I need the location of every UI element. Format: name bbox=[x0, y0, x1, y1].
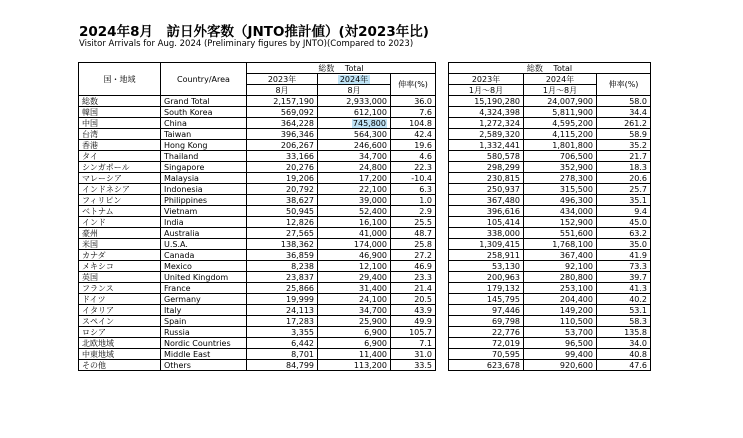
cell-cumulative-2023: 70,595 bbox=[449, 349, 524, 360]
cell-cumulative-2023: 298,299 bbox=[449, 162, 524, 173]
table-row bbox=[79, 140, 651, 151]
table-row bbox=[79, 305, 651, 316]
cell-aug-rate: 25.8 bbox=[391, 239, 436, 250]
cell-aug-2023: 38,627 bbox=[247, 195, 318, 206]
cell-cumulative-2024: 1,801,800 bbox=[524, 140, 597, 151]
table-row bbox=[79, 250, 651, 261]
cell-cumulative-rate: 34.4 bbox=[597, 107, 651, 118]
column-gap bbox=[436, 261, 449, 272]
cell-cumulative-2024: 204,400 bbox=[524, 294, 597, 305]
cell-aug-2023: 6,442 bbox=[247, 338, 318, 349]
cell-cumulative-rate: 45.0 bbox=[597, 217, 651, 228]
cell-aug-rate: 104.8 bbox=[391, 118, 436, 129]
header-total-aug: 総数 Total bbox=[247, 63, 436, 74]
cell-cumulative-2023: 53,130 bbox=[449, 261, 524, 272]
cell-region-jp: スペイン bbox=[79, 316, 161, 327]
column-gap bbox=[436, 173, 449, 184]
column-gap bbox=[436, 349, 449, 360]
cell-region-jp: ロシア bbox=[79, 327, 161, 338]
cell-aug-2023: 19,999 bbox=[247, 294, 318, 305]
cell-cumulative-2023: 623,678 bbox=[449, 360, 524, 371]
cell-region-jp: カナダ bbox=[79, 250, 161, 261]
cell-country-area: Australia bbox=[161, 228, 247, 239]
table-row bbox=[79, 151, 651, 162]
cell-cumulative-2023: 97,446 bbox=[449, 305, 524, 316]
cell-cumulative-rate: 135.8 bbox=[597, 327, 651, 338]
table-row bbox=[79, 294, 651, 305]
table-row bbox=[79, 206, 651, 217]
cell-region-jp: メキシコ bbox=[79, 261, 161, 272]
cell-country-area: China bbox=[161, 118, 247, 129]
cell-cumulative-rate: 261.2 bbox=[597, 118, 651, 129]
column-gap bbox=[436, 228, 449, 239]
cell-country-area: Grand Total bbox=[161, 96, 247, 107]
cell-country-area: Middle East bbox=[161, 349, 247, 360]
cell-aug-rate: -10.4 bbox=[391, 173, 436, 184]
cell-cumulative-2023: 179,132 bbox=[449, 283, 524, 294]
cell-aug-2024: 12,100 bbox=[318, 261, 391, 272]
cell-region-jp: フィリピン bbox=[79, 195, 161, 206]
cell-country-area: Russia bbox=[161, 327, 247, 338]
column-gap bbox=[436, 283, 449, 294]
cell-aug-2023: 36,859 bbox=[247, 250, 318, 261]
header-total-cumulative: 総数 Total bbox=[449, 63, 651, 74]
cell-aug-2024: 113,200 bbox=[318, 360, 391, 371]
column-gap bbox=[436, 129, 449, 140]
column-gap bbox=[436, 316, 449, 327]
column-gap bbox=[436, 217, 449, 228]
cell-aug-2024: 29,400 bbox=[318, 272, 391, 283]
cell-cumulative-rate: 58.0 bbox=[597, 96, 651, 107]
cell-region-jp: シンガポール bbox=[79, 162, 161, 173]
cell-aug-2023: 27,565 bbox=[247, 228, 318, 239]
header-row-top bbox=[79, 63, 651, 74]
column-gap bbox=[436, 250, 449, 261]
table-row bbox=[79, 195, 651, 206]
cell-cumulative-2023: 2,589,320 bbox=[449, 129, 524, 140]
header-jan-aug-2023: 1月～8月 bbox=[449, 85, 524, 96]
cell-cumulative-rate: 25.7 bbox=[597, 184, 651, 195]
cell-aug-2024: 11,400 bbox=[318, 349, 391, 360]
cell-cumulative-rate: 35.0 bbox=[597, 239, 651, 250]
cell-aug-rate: 7.1 bbox=[391, 338, 436, 349]
cell-cumulative-rate: 58.3 bbox=[597, 316, 651, 327]
cell-country-area: U.S.A. bbox=[161, 239, 247, 250]
column-gap bbox=[436, 107, 449, 118]
cell-cumulative-2023: 72,019 bbox=[449, 338, 524, 349]
cell-region-jp: インド bbox=[79, 217, 161, 228]
cell-aug-2023: 17,283 bbox=[247, 316, 318, 327]
cell-aug-2024: 2,933,000 bbox=[318, 96, 391, 107]
cell-region-jp: その他 bbox=[79, 360, 161, 371]
cell-country-area: Others bbox=[161, 360, 247, 371]
cell-aug-2023: 8,238 bbox=[247, 261, 318, 272]
cell-cumulative-2023: 15,190,280 bbox=[449, 96, 524, 107]
cell-cumulative-2024: 149,200 bbox=[524, 305, 597, 316]
header-2023-cumulative: 2023年 bbox=[449, 74, 524, 85]
cell-cumulative-rate: 53.1 bbox=[597, 305, 651, 316]
cell-cumulative-2024: 96,500 bbox=[524, 338, 597, 349]
table-row bbox=[79, 283, 651, 294]
header-2024-aug: 2024年 bbox=[318, 74, 391, 85]
cell-aug-2024: 22,100 bbox=[318, 184, 391, 195]
cell-cumulative-2024: 278,300 bbox=[524, 173, 597, 184]
cell-country-area: Spain bbox=[161, 316, 247, 327]
cell-cumulative-rate: 18.3 bbox=[597, 162, 651, 173]
column-gap bbox=[436, 327, 449, 338]
cell-cumulative-2024: 706,500 bbox=[524, 151, 597, 162]
column-gap bbox=[436, 206, 449, 217]
cell-country-area: Malaysia bbox=[161, 173, 247, 184]
cell-aug-2023: 33,166 bbox=[247, 151, 318, 162]
cell-region-jp: 台湾 bbox=[79, 129, 161, 140]
cell-aug-2023: 2,157,190 bbox=[247, 96, 318, 107]
cell-cumulative-2024: 434,000 bbox=[524, 206, 597, 217]
cell-cumulative-2024: 496,300 bbox=[524, 195, 597, 206]
cell-aug-2024: 25,900 bbox=[318, 316, 391, 327]
cell-region-jp: タイ bbox=[79, 151, 161, 162]
cell-cumulative-rate: 73.3 bbox=[597, 261, 651, 272]
cell-aug-2024: 46,900 bbox=[318, 250, 391, 261]
cell-aug-rate: 43.9 bbox=[391, 305, 436, 316]
table-row bbox=[79, 316, 651, 327]
table-row bbox=[79, 272, 651, 283]
column-gap bbox=[436, 63, 449, 96]
column-gap bbox=[436, 118, 449, 129]
cell-cumulative-rate: 35.1 bbox=[597, 195, 651, 206]
header-2023-aug: 2023年 bbox=[247, 74, 318, 85]
cell-aug-rate: 49.9 bbox=[391, 316, 436, 327]
cell-country-area: Italy bbox=[161, 305, 247, 316]
cell-aug-rate: 33.5 bbox=[391, 360, 436, 371]
cell-aug-rate: 4.6 bbox=[391, 151, 436, 162]
page-title: 2024年8月 訪日外客数（JNTO推計値）(対2023年比) bbox=[79, 24, 429, 40]
table-row bbox=[79, 118, 651, 129]
cell-cumulative-rate: 35.2 bbox=[597, 140, 651, 151]
header-2024-cumulative: 2024年 bbox=[524, 74, 597, 85]
cell-aug-rate: 31.0 bbox=[391, 349, 436, 360]
cell-cumulative-2024: 551,600 bbox=[524, 228, 597, 239]
cell-aug-2023: 569,092 bbox=[247, 107, 318, 118]
header-country-area: Country/Area bbox=[161, 63, 247, 96]
cell-region-jp: 香港 bbox=[79, 140, 161, 151]
cell-aug-2023: 364,228 bbox=[247, 118, 318, 129]
cell-region-jp: マレーシア bbox=[79, 173, 161, 184]
cell-region-jp: 豪州 bbox=[79, 228, 161, 239]
cell-aug-rate: 23.3 bbox=[391, 272, 436, 283]
cell-cumulative-2024: 5,811,900 bbox=[524, 107, 597, 118]
cell-aug-rate: 19.6 bbox=[391, 140, 436, 151]
table-row bbox=[79, 184, 651, 195]
cell-cumulative-2024: 253,100 bbox=[524, 283, 597, 294]
cell-country-area: Indonesia bbox=[161, 184, 247, 195]
cell-country-area: Singapore bbox=[161, 162, 247, 173]
cell-cumulative-2023: 230,815 bbox=[449, 173, 524, 184]
cell-cumulative-rate: 20.6 bbox=[597, 173, 651, 184]
table-row bbox=[79, 349, 651, 360]
cell-aug-rate: 6.3 bbox=[391, 184, 436, 195]
cell-region-jp: ベトナム bbox=[79, 206, 161, 217]
cell-region-jp: 総数 bbox=[79, 96, 161, 107]
cell-country-area: Germany bbox=[161, 294, 247, 305]
cell-aug-2023: 84,799 bbox=[247, 360, 318, 371]
cell-country-area: Nordic Countries bbox=[161, 338, 247, 349]
cell-cumulative-2023: 396,616 bbox=[449, 206, 524, 217]
cell-aug-2023: 206,267 bbox=[247, 140, 318, 151]
cell-aug-2024: 174,000 bbox=[318, 239, 391, 250]
table-row bbox=[79, 228, 651, 239]
column-gap bbox=[436, 195, 449, 206]
cell-cumulative-2024: 1,768,100 bbox=[524, 239, 597, 250]
table-row bbox=[79, 261, 651, 272]
cell-aug-2024: 34,700 bbox=[318, 305, 391, 316]
table-row bbox=[79, 239, 651, 250]
cell-aug-2024: 41,000 bbox=[318, 228, 391, 239]
cell-cumulative-rate: 47.6 bbox=[597, 360, 651, 371]
cell-cumulative-2024: 110,500 bbox=[524, 316, 597, 327]
table-row bbox=[79, 162, 651, 173]
cell-aug-rate: 20.5 bbox=[391, 294, 436, 305]
cell-cumulative-rate: 9.4 bbox=[597, 206, 651, 217]
table-row bbox=[79, 338, 651, 349]
cell-aug-2024: 34,700 bbox=[318, 151, 391, 162]
column-gap bbox=[436, 239, 449, 250]
cell-cumulative-2023: 1,332,441 bbox=[449, 140, 524, 151]
cell-aug-2023: 8,701 bbox=[247, 349, 318, 360]
cell-aug-2023: 25,866 bbox=[247, 283, 318, 294]
cell-cumulative-2024: 280,800 bbox=[524, 272, 597, 283]
cell-aug-2024: 564,300 bbox=[318, 129, 391, 140]
cell-cumulative-2023: 4,324,398 bbox=[449, 107, 524, 118]
cell-cumulative-2023: 200,963 bbox=[449, 272, 524, 283]
cell-aug-2024: 52,400 bbox=[318, 206, 391, 217]
cell-country-area: Vietnam bbox=[161, 206, 247, 217]
cell-cumulative-rate: 39.7 bbox=[597, 272, 651, 283]
cell-region-jp: ドイツ bbox=[79, 294, 161, 305]
cell-cumulative-2023: 1,309,415 bbox=[449, 239, 524, 250]
column-gap bbox=[436, 338, 449, 349]
table-row bbox=[79, 360, 651, 371]
cell-aug-2024: 39,000 bbox=[318, 195, 391, 206]
cell-aug-2023: 138,362 bbox=[247, 239, 318, 250]
column-gap bbox=[436, 96, 449, 107]
cell-aug-2024: 24,100 bbox=[318, 294, 391, 305]
cell-aug-2024 bbox=[318, 118, 391, 129]
cell-cumulative-rate: 40.2 bbox=[597, 294, 651, 305]
cell-cumulative-2024: 315,500 bbox=[524, 184, 597, 195]
cell-aug-2023: 50,945 bbox=[247, 206, 318, 217]
cell-aug-2024: 246,600 bbox=[318, 140, 391, 151]
header-rate-aug: 伸率(%) bbox=[391, 74, 436, 96]
cell-aug-2023: 19,206 bbox=[247, 173, 318, 184]
cell-aug-rate: 7.6 bbox=[391, 107, 436, 118]
table-body bbox=[79, 96, 651, 371]
header-region-jp: 国・地域 bbox=[79, 63, 161, 96]
table-row bbox=[79, 217, 651, 228]
cell-country-area: France bbox=[161, 283, 247, 294]
cell-cumulative-2024: 367,400 bbox=[524, 250, 597, 261]
highlighted-value: 745,800 bbox=[352, 118, 386, 128]
header-rate-cumulative: 伸率(%) bbox=[597, 74, 651, 96]
cell-cumulative-2024: 24,007,900 bbox=[524, 96, 597, 107]
cell-cumulative-2024: 99,400 bbox=[524, 349, 597, 360]
cell-aug-rate: 2.9 bbox=[391, 206, 436, 217]
cell-aug-2023: 20,276 bbox=[247, 162, 318, 173]
cell-country-area: India bbox=[161, 217, 247, 228]
cell-aug-2023: 12,826 bbox=[247, 217, 318, 228]
cell-region-jp: 中国 bbox=[79, 118, 161, 129]
cell-aug-rate: 36.0 bbox=[391, 96, 436, 107]
cell-country-area: Philippines bbox=[161, 195, 247, 206]
cell-aug-rate: 21.4 bbox=[391, 283, 436, 294]
cell-region-jp: イタリア bbox=[79, 305, 161, 316]
cell-aug-rate: 1.0 bbox=[391, 195, 436, 206]
column-gap bbox=[436, 360, 449, 371]
cell-country-area: Canada bbox=[161, 250, 247, 261]
column-gap bbox=[436, 162, 449, 173]
table-row bbox=[79, 96, 651, 107]
cell-cumulative-2023: 1,272,324 bbox=[449, 118, 524, 129]
cell-cumulative-rate: 40.8 bbox=[597, 349, 651, 360]
cell-region-jp: 米国 bbox=[79, 239, 161, 250]
header-jan-aug-2024: 1月～8月 bbox=[524, 85, 597, 96]
cell-region-jp: 中東地域 bbox=[79, 349, 161, 360]
cell-cumulative-rate: 58.9 bbox=[597, 129, 651, 140]
table-row bbox=[79, 327, 651, 338]
cell-region-jp: 韓国 bbox=[79, 107, 161, 118]
cell-cumulative-rate: 34.0 bbox=[597, 338, 651, 349]
cell-region-jp: 北欧地域 bbox=[79, 338, 161, 349]
cell-aug-2024: 6,900 bbox=[318, 327, 391, 338]
table-row bbox=[79, 107, 651, 118]
cell-cumulative-2023: 145,795 bbox=[449, 294, 524, 305]
cell-cumulative-rate: 63.2 bbox=[597, 228, 651, 239]
cell-aug-2024: 16,100 bbox=[318, 217, 391, 228]
cell-cumulative-2024: 152,900 bbox=[524, 217, 597, 228]
visitor-arrivals-table bbox=[78, 62, 651, 371]
table-row bbox=[79, 173, 651, 184]
cell-region-jp: フランス bbox=[79, 283, 161, 294]
cell-cumulative-rate: 41.3 bbox=[597, 283, 651, 294]
cell-aug-2024: 6,900 bbox=[318, 338, 391, 349]
cell-aug-2024: 31,400 bbox=[318, 283, 391, 294]
column-gap bbox=[436, 184, 449, 195]
cell-aug-2024: 24,800 bbox=[318, 162, 391, 173]
cell-cumulative-2023: 69,798 bbox=[449, 316, 524, 327]
cell-aug-2024: 17,200 bbox=[318, 173, 391, 184]
column-gap bbox=[436, 272, 449, 283]
cell-cumulative-2023: 22,776 bbox=[449, 327, 524, 338]
column-gap bbox=[436, 294, 449, 305]
cell-cumulative-2023: 580,578 bbox=[449, 151, 524, 162]
column-gap bbox=[436, 151, 449, 162]
cell-cumulative-2023: 258,911 bbox=[449, 250, 524, 261]
cell-country-area: Mexico bbox=[161, 261, 247, 272]
cell-aug-rate: 46.9 bbox=[391, 261, 436, 272]
cell-cumulative-2023: 105,414 bbox=[449, 217, 524, 228]
cell-aug-2023: 20,792 bbox=[247, 184, 318, 195]
cell-country-area: United Kingdom bbox=[161, 272, 247, 283]
cell-aug-2023: 24,113 bbox=[247, 305, 318, 316]
cell-country-area: South Korea bbox=[161, 107, 247, 118]
cell-aug-rate: 48.7 bbox=[391, 228, 436, 239]
cell-cumulative-2023: 250,937 bbox=[449, 184, 524, 195]
cell-aug-rate: 25.5 bbox=[391, 217, 436, 228]
cell-aug-2023: 23,837 bbox=[247, 272, 318, 283]
cell-cumulative-2024: 920,600 bbox=[524, 360, 597, 371]
cell-cumulative-2024: 4,595,200 bbox=[524, 118, 597, 129]
table-row bbox=[79, 129, 651, 140]
cell-aug-rate: 22.3 bbox=[391, 162, 436, 173]
cell-cumulative-2024: 4,115,200 bbox=[524, 129, 597, 140]
cell-aug-2023: 396,346 bbox=[247, 129, 318, 140]
cell-cumulative-rate: 21.7 bbox=[597, 151, 651, 162]
header-aug-2023: 8月 bbox=[247, 85, 318, 96]
cell-aug-rate: 27.2 bbox=[391, 250, 436, 261]
cell-country-area: Thailand bbox=[161, 151, 247, 162]
cell-cumulative-2023: 338,000 bbox=[449, 228, 524, 239]
cell-cumulative-2024: 92,100 bbox=[524, 261, 597, 272]
cell-region-jp: インドネシア bbox=[79, 184, 161, 195]
cell-cumulative-2023: 367,480 bbox=[449, 195, 524, 206]
cell-region-jp: 英国 bbox=[79, 272, 161, 283]
cell-aug-2024: 612,100 bbox=[318, 107, 391, 118]
cell-country-area: Hong Kong bbox=[161, 140, 247, 151]
cell-country-area: Taiwan bbox=[161, 129, 247, 140]
column-gap bbox=[436, 140, 449, 151]
cell-cumulative-2024: 53,700 bbox=[524, 327, 597, 338]
page-subtitle: Visitor Arrivals for Aug. 2024 (Preliminary figures by JNTO)(Compared to 2023) bbox=[79, 39, 414, 49]
column-gap bbox=[436, 305, 449, 316]
cell-aug-rate: 42.4 bbox=[391, 129, 436, 140]
header-aug-2024: 8月 bbox=[318, 85, 391, 96]
cell-cumulative-2024: 352,900 bbox=[524, 162, 597, 173]
cell-aug-2023: 3,355 bbox=[247, 327, 318, 338]
cell-cumulative-rate: 41.9 bbox=[597, 250, 651, 261]
cell-aug-rate: 105.7 bbox=[391, 327, 436, 338]
